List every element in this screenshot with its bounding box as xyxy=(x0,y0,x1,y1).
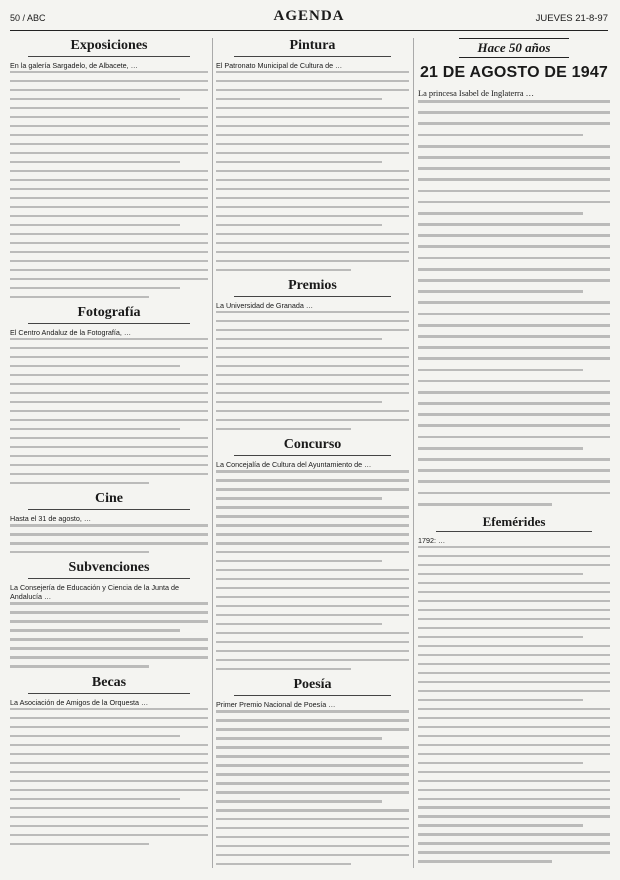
section-title: Fotografía xyxy=(77,305,141,320)
text-line-placeholder xyxy=(10,735,180,737)
text-line-placeholder xyxy=(216,596,409,598)
text-line-placeholder xyxy=(216,470,409,472)
text-line-placeholder xyxy=(418,402,610,405)
text-line-placeholder xyxy=(418,245,610,248)
feature-kicker: Hace 50 años xyxy=(459,38,569,58)
text-line-placeholder xyxy=(216,311,409,313)
text-line-placeholder xyxy=(10,816,208,818)
text-line-placeholder xyxy=(10,798,180,800)
text-line-placeholder xyxy=(10,179,208,181)
text-line-placeholder xyxy=(216,623,382,625)
text-line-placeholder xyxy=(418,609,610,611)
text-line-placeholder xyxy=(216,134,409,136)
text-placeholder xyxy=(10,71,208,298)
text-line-placeholder xyxy=(10,365,180,367)
text-line-placeholder xyxy=(418,753,610,755)
text-line-placeholder xyxy=(418,100,610,103)
text-placeholder xyxy=(10,708,208,845)
text-line-placeholder xyxy=(418,279,610,282)
text-line-placeholder xyxy=(10,780,208,782)
text-line-placeholder xyxy=(10,647,208,649)
text-line-placeholder xyxy=(418,458,610,461)
text-line-placeholder xyxy=(216,401,382,403)
text-line-placeholder xyxy=(216,650,409,652)
text-line-placeholder xyxy=(418,618,610,620)
section-title: Subvenciones xyxy=(68,560,150,576)
text-line-placeholder xyxy=(418,645,610,647)
text-placeholder xyxy=(216,71,409,271)
text-line-placeholder xyxy=(418,234,610,237)
section-lead: La Concejalía de Cultura del Ayuntamiento de … xyxy=(216,460,372,470)
text-line-placeholder xyxy=(418,380,610,383)
text-placeholder xyxy=(10,602,208,667)
text-line-placeholder xyxy=(216,791,409,793)
text-line-placeholder xyxy=(216,347,409,349)
text-line-placeholder xyxy=(418,771,610,773)
text-line-placeholder xyxy=(418,145,610,148)
text-line-placeholder xyxy=(216,632,409,634)
text-line-placeholder xyxy=(216,161,382,163)
text-line-placeholder xyxy=(216,107,409,109)
text-line-placeholder xyxy=(10,807,208,809)
text-line-placeholder xyxy=(10,437,208,439)
section-premios xyxy=(216,278,409,430)
text-line-placeholder xyxy=(418,842,610,844)
text-line-placeholder xyxy=(418,223,610,226)
text-line-placeholder xyxy=(216,587,409,589)
text-line-placeholder xyxy=(418,480,610,483)
text-line-placeholder xyxy=(10,717,208,719)
text-line-placeholder xyxy=(10,347,208,349)
text-line-placeholder xyxy=(216,215,409,217)
text-line-placeholder xyxy=(418,717,610,719)
text-line-placeholder xyxy=(10,482,149,484)
text-line-placeholder xyxy=(216,773,409,775)
text-line-placeholder xyxy=(10,753,208,755)
text-line-placeholder xyxy=(10,401,208,403)
text-line-placeholder xyxy=(10,843,149,845)
column-divider xyxy=(413,38,414,868)
text-line-placeholder xyxy=(216,224,382,226)
text-line-placeholder xyxy=(216,818,409,820)
text-line-placeholder xyxy=(216,614,409,616)
text-line-placeholder xyxy=(10,161,180,163)
section-masthead: AGENDA xyxy=(273,8,345,24)
text-line-placeholder xyxy=(10,383,208,385)
text-placeholder xyxy=(418,546,610,863)
text-line-placeholder xyxy=(216,98,382,100)
text-line-placeholder xyxy=(418,301,610,304)
text-line-placeholder xyxy=(418,564,610,566)
text-line-placeholder xyxy=(216,827,409,829)
text-line-placeholder xyxy=(418,851,610,853)
text-line-placeholder xyxy=(10,260,208,262)
section-title: Premios xyxy=(288,278,337,294)
page-folio: 50 / ABC xyxy=(10,13,46,23)
text-line-placeholder xyxy=(10,296,149,298)
text-line-placeholder xyxy=(10,287,180,289)
text-line-placeholder xyxy=(418,201,610,204)
text-line-placeholder xyxy=(10,356,208,358)
text-line-placeholder xyxy=(418,492,610,495)
text-line-placeholder xyxy=(10,278,208,280)
text-line-placeholder xyxy=(10,629,180,631)
text-placeholder xyxy=(216,710,409,865)
text-placeholder xyxy=(10,338,208,484)
text-line-placeholder xyxy=(418,212,583,215)
section-lead: Hasta el 31 de agosto, … xyxy=(10,514,92,524)
text-line-placeholder xyxy=(10,524,208,526)
page-header xyxy=(10,10,608,26)
text-line-placeholder xyxy=(10,251,208,253)
text-line-placeholder xyxy=(418,346,610,349)
text-line-placeholder xyxy=(216,125,409,127)
text-line-placeholder xyxy=(418,257,610,260)
text-line-placeholder xyxy=(10,338,208,340)
text-line-placeholder xyxy=(216,479,409,481)
section-lead: El Patronato Municipal de Cultura de … xyxy=(216,61,343,70)
text-line-placeholder xyxy=(418,726,610,728)
text-placeholder xyxy=(10,524,208,553)
text-line-placeholder xyxy=(418,424,610,427)
text-line-placeholder xyxy=(10,726,208,728)
text-line-placeholder xyxy=(216,737,382,739)
text-line-placeholder xyxy=(418,190,610,193)
text-line-placeholder xyxy=(216,116,409,118)
feature-lead: La princesa Isabel de Inglaterra … xyxy=(418,89,535,98)
text-line-placeholder xyxy=(10,665,149,667)
section-lead: La Universidad de Granada … xyxy=(216,301,314,311)
section-title: Poesía xyxy=(293,677,332,693)
text-line-placeholder xyxy=(10,89,208,91)
section-title: Concurso xyxy=(283,437,342,453)
text-line-placeholder xyxy=(10,638,208,640)
text-line-placeholder xyxy=(216,542,409,544)
text-line-placeholder xyxy=(418,762,583,764)
text-line-placeholder xyxy=(418,672,610,674)
text-line-placeholder xyxy=(418,627,610,629)
text-line-placeholder xyxy=(10,224,180,226)
text-line-placeholder xyxy=(418,436,610,439)
text-line-placeholder xyxy=(10,602,208,604)
text-line-placeholder xyxy=(10,771,208,773)
text-line-placeholder xyxy=(418,268,610,271)
text-line-placeholder xyxy=(216,89,409,91)
text-line-placeholder xyxy=(216,188,409,190)
text-line-placeholder xyxy=(216,836,409,838)
text-placeholder xyxy=(216,470,409,670)
text-line-placeholder xyxy=(418,699,583,701)
text-line-placeholder xyxy=(216,659,409,661)
text-line-placeholder xyxy=(216,641,409,643)
text-line-placeholder xyxy=(418,798,610,800)
text-line-placeholder xyxy=(10,374,208,376)
section-subvenciones xyxy=(10,560,208,667)
text-line-placeholder xyxy=(216,800,382,802)
text-line-placeholder xyxy=(216,569,409,571)
text-line-placeholder xyxy=(10,143,208,145)
text-line-placeholder xyxy=(216,329,409,331)
text-line-placeholder xyxy=(418,789,610,791)
text-line-placeholder xyxy=(418,681,610,683)
feature-headline: 21 DE AGOSTO DE 1947 xyxy=(419,64,609,81)
column-right xyxy=(418,38,610,870)
text-line-placeholder xyxy=(216,338,382,340)
text-line-placeholder xyxy=(10,107,208,109)
text-line-placeholder xyxy=(216,428,351,430)
text-line-placeholder xyxy=(10,825,208,827)
column-left xyxy=(10,38,208,870)
issue-date: JUEVES 21-8-97 xyxy=(535,13,608,24)
text-line-placeholder xyxy=(216,605,409,607)
text-line-placeholder xyxy=(418,546,610,548)
text-line-placeholder xyxy=(418,122,610,125)
section-exposiciones xyxy=(10,38,208,298)
text-line-placeholder xyxy=(418,860,552,862)
section-title: Cine xyxy=(95,491,123,507)
text-line-placeholder xyxy=(216,515,409,517)
text-line-placeholder xyxy=(10,269,208,271)
text-line-placeholder xyxy=(216,71,409,73)
text-line-placeholder xyxy=(216,179,409,181)
text-line-placeholder xyxy=(418,167,610,170)
text-line-placeholder xyxy=(216,488,409,490)
text-line-placeholder xyxy=(216,560,382,562)
text-line-placeholder xyxy=(10,134,208,136)
text-line-placeholder xyxy=(216,728,409,730)
header-rule xyxy=(10,30,608,31)
section-title: Becas xyxy=(91,674,127,690)
text-line-placeholder xyxy=(10,762,208,764)
text-line-placeholder xyxy=(216,233,409,235)
text-line-placeholder xyxy=(216,269,351,271)
text-line-placeholder xyxy=(216,143,409,145)
text-line-placeholder xyxy=(216,80,409,82)
text-line-placeholder xyxy=(10,789,208,791)
text-line-placeholder xyxy=(216,251,409,253)
text-line-placeholder xyxy=(216,710,409,712)
text-line-placeholder xyxy=(10,611,208,613)
text-placeholder xyxy=(418,100,610,506)
text-line-placeholder xyxy=(418,469,610,472)
text-line-placeholder xyxy=(418,134,583,137)
text-line-placeholder xyxy=(418,663,610,665)
text-line-placeholder xyxy=(418,313,610,316)
section-lead: Primer Premio Nacional de Poesía … xyxy=(216,700,336,710)
text-line-placeholder xyxy=(10,542,208,544)
text-line-placeholder xyxy=(216,242,409,244)
text-line-placeholder xyxy=(216,419,409,421)
text-line-placeholder xyxy=(418,600,610,602)
text-line-placeholder xyxy=(418,111,610,114)
column-middle xyxy=(216,38,409,870)
text-line-placeholder xyxy=(418,708,610,710)
text-line-placeholder xyxy=(216,551,409,553)
text-line-placeholder xyxy=(10,656,208,658)
text-line-placeholder xyxy=(216,206,409,208)
text-line-placeholder xyxy=(216,356,409,358)
text-line-placeholder xyxy=(216,197,409,199)
text-line-placeholder xyxy=(418,636,583,638)
text-line-placeholder xyxy=(216,719,409,721)
section-poesia xyxy=(216,677,409,865)
text-line-placeholder xyxy=(418,290,583,293)
text-line-placeholder xyxy=(216,320,409,322)
text-line-placeholder xyxy=(418,824,583,826)
text-line-placeholder xyxy=(10,533,208,535)
text-line-placeholder xyxy=(418,369,583,372)
text-line-placeholder xyxy=(216,782,409,784)
text-line-placeholder xyxy=(10,419,208,421)
text-line-placeholder xyxy=(418,654,610,656)
text-line-placeholder xyxy=(418,156,610,159)
text-line-placeholder xyxy=(10,170,208,172)
text-line-placeholder xyxy=(10,834,208,836)
text-line-placeholder xyxy=(10,473,208,475)
text-line-placeholder xyxy=(10,744,208,746)
text-line-placeholder xyxy=(10,392,208,394)
text-line-placeholder xyxy=(418,582,610,584)
text-line-placeholder xyxy=(10,242,208,244)
section-concurso xyxy=(216,437,409,670)
section-cine xyxy=(10,491,208,553)
text-line-placeholder xyxy=(216,533,409,535)
text-line-placeholder xyxy=(418,391,610,394)
text-line-placeholder xyxy=(10,233,208,235)
text-line-placeholder xyxy=(418,413,610,416)
text-line-placeholder xyxy=(418,555,610,557)
text-line-placeholder xyxy=(10,188,208,190)
text-line-placeholder xyxy=(418,357,610,360)
text-line-placeholder xyxy=(216,374,409,376)
text-line-placeholder xyxy=(216,497,382,499)
efemerides-title: Efemérides xyxy=(482,513,546,529)
text-line-placeholder xyxy=(216,506,409,508)
text-line-placeholder xyxy=(216,863,351,865)
text-line-placeholder xyxy=(216,392,409,394)
section-title: Pintura xyxy=(289,38,336,53)
text-line-placeholder xyxy=(418,780,610,782)
text-line-placeholder xyxy=(216,170,409,172)
text-line-placeholder xyxy=(418,690,610,692)
text-line-placeholder xyxy=(216,845,409,847)
text-line-placeholder xyxy=(418,335,610,338)
text-line-placeholder xyxy=(418,833,610,835)
text-line-placeholder xyxy=(10,80,208,82)
text-line-placeholder xyxy=(10,446,208,448)
text-line-placeholder xyxy=(216,854,409,856)
text-line-placeholder xyxy=(418,573,583,575)
text-line-placeholder xyxy=(418,324,610,327)
text-line-placeholder xyxy=(216,668,351,670)
text-line-placeholder xyxy=(418,591,610,593)
text-line-placeholder xyxy=(10,98,180,100)
efemerides-lead: 1792: … xyxy=(418,535,446,545)
section-lead: La Consejería de Educación y Ciencia de la Junta de Andalucía … xyxy=(10,583,180,602)
text-line-placeholder xyxy=(10,125,208,127)
text-line-placeholder xyxy=(216,809,409,811)
text-line-placeholder xyxy=(418,503,552,506)
text-line-placeholder xyxy=(10,206,208,208)
text-line-placeholder xyxy=(216,755,409,757)
section-lead: La Asociación de Amigos de la Orquesta … xyxy=(10,697,149,707)
text-line-placeholder xyxy=(10,464,208,466)
text-line-placeholder xyxy=(10,620,208,622)
text-line-placeholder xyxy=(418,806,610,808)
text-line-placeholder xyxy=(216,764,409,766)
text-line-placeholder xyxy=(10,410,208,412)
text-line-placeholder xyxy=(10,215,208,217)
text-line-placeholder xyxy=(216,260,409,262)
text-line-placeholder xyxy=(216,365,409,367)
text-line-placeholder xyxy=(216,578,409,580)
section-lead: El Centro Andaluz de la Fotografía, … xyxy=(10,328,132,337)
text-placeholder xyxy=(216,311,409,430)
text-line-placeholder xyxy=(216,410,409,412)
text-line-placeholder xyxy=(418,447,583,450)
text-line-placeholder xyxy=(216,746,409,748)
section-fotografia xyxy=(10,305,208,484)
text-line-placeholder xyxy=(10,197,208,199)
text-line-placeholder xyxy=(418,178,610,181)
section-title: Exposiciones xyxy=(70,38,148,53)
text-line-placeholder xyxy=(10,152,208,154)
text-line-placeholder xyxy=(216,524,409,526)
text-line-placeholder xyxy=(10,116,208,118)
text-line-placeholder xyxy=(418,744,610,746)
text-line-placeholder xyxy=(216,383,409,385)
text-line-placeholder xyxy=(10,708,208,710)
text-line-placeholder xyxy=(10,455,208,457)
text-line-placeholder xyxy=(418,735,610,737)
text-line-placeholder xyxy=(10,71,208,73)
column-divider xyxy=(212,38,213,868)
text-line-placeholder xyxy=(10,428,180,430)
section-becas xyxy=(10,675,208,845)
text-line-placeholder xyxy=(10,551,149,553)
text-line-placeholder xyxy=(418,815,610,817)
section-pintura xyxy=(216,38,409,271)
text-line-placeholder xyxy=(216,152,409,154)
section-lead: En la galería Sargadelo, de Albacete, … xyxy=(10,61,138,70)
